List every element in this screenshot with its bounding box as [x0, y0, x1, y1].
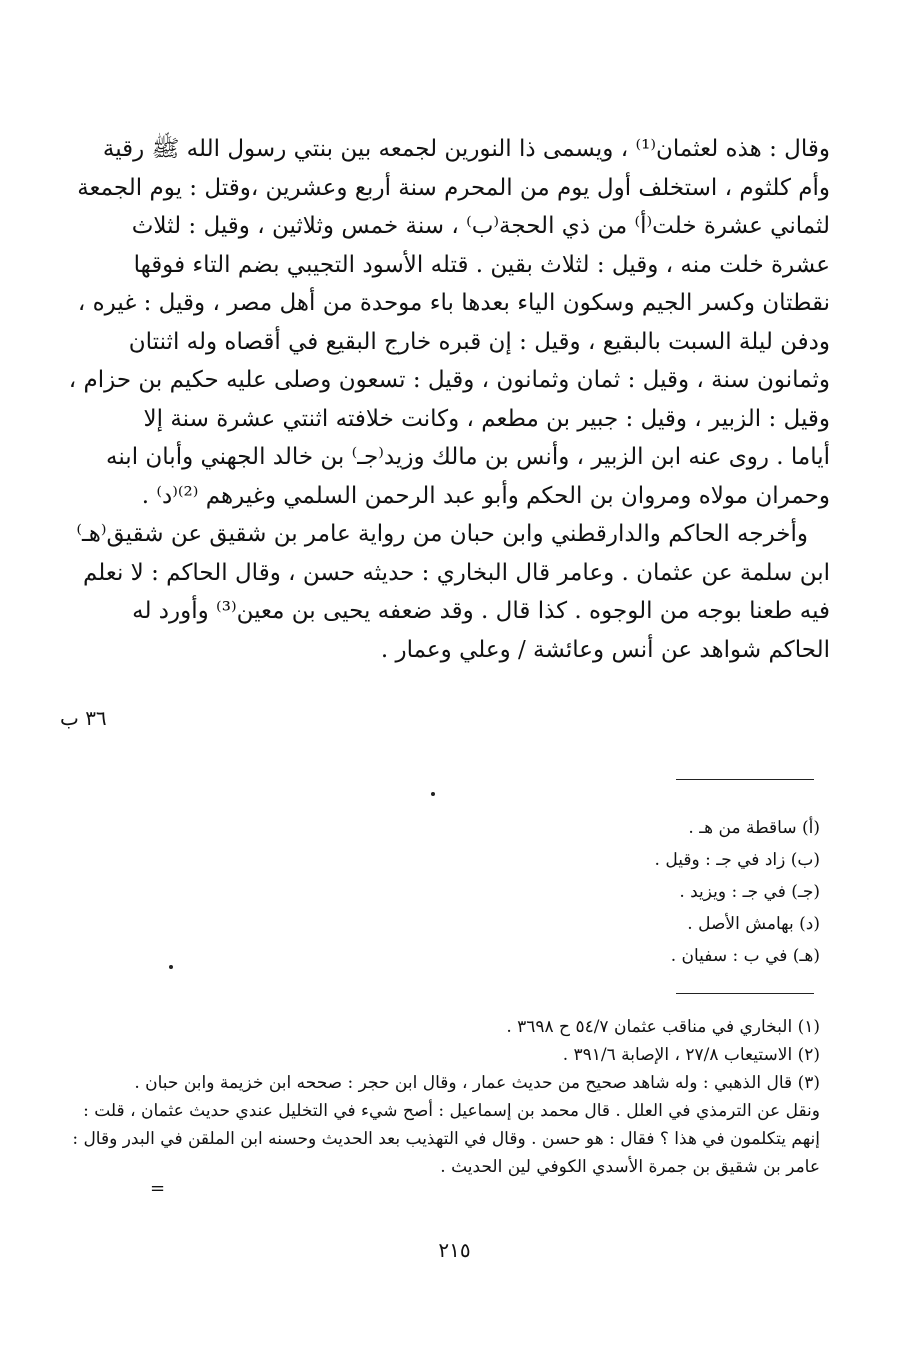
main-line: نقطتان وكسر الجيم وسكون الياء بعدها باء موحدة من أهل مصر ، وقيل : غيره ،: [77, 290, 830, 316]
page-number: ٢١٥: [438, 1238, 471, 1262]
folio-margin-note: ٣٦ ب: [60, 706, 107, 730]
footnote: إنهم يتكلمون في هذا ؟ فقال : هو حسن . وقال في التهذيب بعد الحديث وحسنه ابن الملقن في البدر وقال :: [72, 1129, 820, 1149]
paragraph-line: فيه طعنا بوجه من الوجوه . كذا قال . وقد ضعفه يحيى بن معين⁽³⁾ وأورد له: [132, 598, 830, 624]
paragraph-line: الحاكم شواهد عن أنس وعائشة / وعلي وعمار .: [380, 636, 830, 663]
footnotes: [72, 1013, 820, 1181]
variants-separator: [676, 779, 814, 780]
continuation-mark: =: [150, 1178, 166, 1199]
main-line: وثمانون سنة ، وقيل : ثمان وثمانون ، وقيل : تسعون وصلى عليه حكيم بن حزام ،: [68, 367, 830, 393]
ink-speck: [431, 792, 435, 796]
footnotes-separator: [676, 993, 814, 994]
main-line: وقيل : الزبير ، وقيل : جبير بن مطعم ، وكانت خلافته اثنتي عشرة سنة إلا: [143, 405, 830, 432]
ink-speck: [169, 965, 173, 969]
footnote: ونقل عن الترمذي في العلل . قال محمد بن إسماعيل : أصح شيء في التخليل عندي حديث عثمان ، قلت :: [83, 1101, 820, 1121]
main-line: ودفن ليلة السبت بالبقيع ، وقيل : إن قبره خارج البقيع في أقصاه وله اثنتان: [128, 328, 830, 355]
footnote: (٢) الاستيعاب ٢٧/٨ ، الإصابة ٣٩١/٦ .: [562, 1045, 820, 1065]
main-line: أياما . روى عنه ابن الزبير ، وأنس بن مالك وزيد⁽جـ⁾ بن خالد الجهني وأبان ابنه: [106, 444, 830, 470]
main-line: وحمران مولاه ومروان بن الحكم وأبو عبد الرحمن السلمي وغيرهم ⁽²⁾⁽د⁾ .: [141, 482, 830, 509]
main-line: وقال : هذه لعثمان⁽¹⁾ ، ويسمى ذا النورين لجمعه بين بنتي رسول الله ﷺ رقية: [102, 136, 830, 162]
manuscript-variants: [560, 812, 820, 972]
footnote: (١) البخاري في مناقب عثمان ٥٤/٧ ح ٣٦٩٨ .: [506, 1017, 820, 1037]
variant-note: (جـ) في جـ : ويزيد .: [679, 882, 820, 902]
footnote: عامر بن شقيق بن جمرة الأسدي الكوفي لين الحديث .: [440, 1157, 820, 1177]
footnote: (٣) قال الذهبي : وله شاهد صحيح من حديث عمار ، وقال ابن حجر : صححه ابن خزيمة وابن حبان .: [134, 1073, 820, 1093]
main-line: وأم كلثوم ، استخلف أول يوم من المحرم سنة أربع وعشرين ،وقتل : يوم الجمعة: [77, 174, 830, 201]
variant-note: (أ) ساقطة من هـ .: [688, 818, 820, 838]
variant-note: (ب) زاد في جـ : وقيل .: [654, 850, 820, 870]
paragraph-line: ابن سلمة عن عثمان . وعامر قال البخاري : حديثه حسن ، وقال الحاكم : لا نعلم: [82, 559, 830, 586]
variant-note: (د) بهامش الأصل .: [687, 914, 820, 934]
variant-note: (هـ) في ب : سفيان .: [670, 946, 820, 966]
main-line: عشرة خلت منه ، وقيل : لثلاث بقين . قتله الأسود التجيبي بضم التاء فوقها: [133, 251, 830, 278]
main-text-block: [68, 130, 830, 669]
main-line: لثماني عشرة خلت⁽أ⁾ من ذي الحجة⁽ب⁾ ، سنة خمس وثلاثين ، وقيل : لثلاث: [131, 213, 830, 239]
paragraph-line: وأخرجه الحاكم والدارقطني وابن حبان من رواية عامر بن شقيق عن شقيق⁽هـ⁾: [76, 521, 808, 547]
